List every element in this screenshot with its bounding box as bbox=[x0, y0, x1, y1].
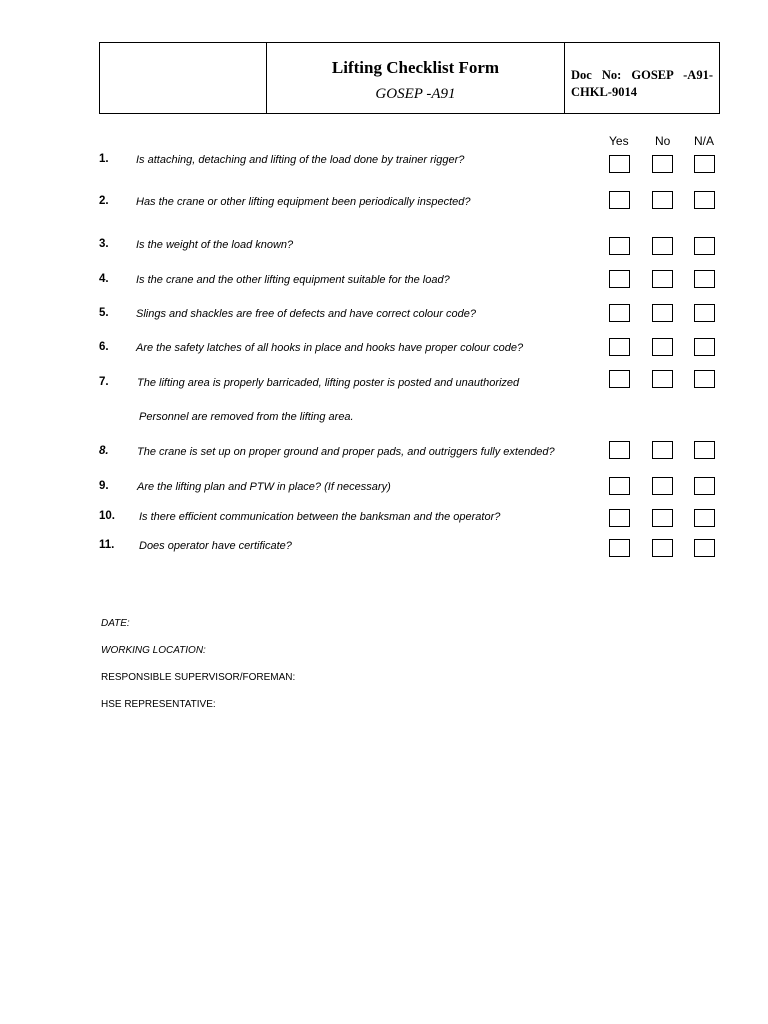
question-number: 4. bbox=[99, 273, 109, 285]
question-text-continuation: Personnel are removed from the lifting area. bbox=[139, 411, 354, 423]
working-location-label: WORKING LOCATION: bbox=[101, 645, 206, 656]
question-number: 8. bbox=[99, 445, 109, 457]
checkbox-yes[interactable] bbox=[609, 539, 630, 557]
checkbox-no[interactable] bbox=[652, 155, 673, 173]
question-text: Does operator have certificate? bbox=[139, 540, 292, 552]
question-number: 6. bbox=[99, 341, 109, 353]
column-header-yes: Yes bbox=[609, 134, 629, 148]
checkbox-no[interactable] bbox=[652, 304, 673, 322]
checkbox-yes[interactable] bbox=[609, 338, 630, 356]
hse-representative-label: HSE REPRESENTATIVE: bbox=[101, 699, 216, 710]
question-number: 2. bbox=[99, 195, 109, 207]
checkbox-na[interactable] bbox=[694, 477, 715, 495]
doc-number-line1: Doc No: GOSEP -A91- bbox=[571, 68, 713, 82]
checkbox-yes[interactable] bbox=[609, 191, 630, 209]
checkbox-na[interactable] bbox=[694, 155, 715, 173]
question-number: 1. bbox=[99, 153, 109, 165]
checkbox-yes[interactable] bbox=[609, 441, 630, 459]
question-number: 11. bbox=[99, 539, 115, 551]
question-number: 9. bbox=[99, 480, 109, 492]
question-text: Is the weight of the load known? bbox=[136, 239, 294, 251]
question-text: The crane is set up on proper ground and proper pads, and outriggers fully extended? bbox=[137, 446, 555, 458]
form-title: Lifting Checklist Form bbox=[331, 58, 500, 77]
checkbox-no[interactable] bbox=[652, 191, 673, 209]
question-text: Are the safety latches of all hooks in place and hooks have proper colour code? bbox=[136, 342, 524, 354]
question-text: Is attaching, detaching and lifting of the load done by trainer rigger? bbox=[136, 154, 465, 166]
logo-cell bbox=[100, 43, 267, 113]
question-text: Slings and shackles are free of defects and have correct colour code? bbox=[136, 308, 476, 320]
checkbox-na[interactable] bbox=[694, 237, 715, 255]
checkbox-no[interactable] bbox=[652, 270, 673, 288]
checkbox-no[interactable] bbox=[652, 477, 673, 495]
checkbox-na[interactable] bbox=[694, 338, 715, 356]
responsible-supervisor-label: RESPONSIBLE SUPERVISOR/FOREMAN: bbox=[101, 672, 296, 683]
column-header-na: N/A bbox=[694, 134, 715, 148]
checkbox-na[interactable] bbox=[694, 441, 715, 459]
checkbox-na[interactable] bbox=[694, 509, 715, 527]
doc-number-line2: CHKL-9014 bbox=[571, 85, 637, 99]
checkbox-no[interactable] bbox=[652, 370, 673, 388]
header-table bbox=[99, 42, 720, 114]
form-subtitle: GOSEP -A91 bbox=[375, 86, 456, 102]
question-number: 3. bbox=[99, 238, 109, 250]
question-number: 7. bbox=[99, 376, 109, 388]
checkbox-yes[interactable] bbox=[609, 237, 630, 255]
question-text: Is there efficient communication between the banksman and the operator? bbox=[139, 511, 501, 523]
checkbox-yes[interactable] bbox=[609, 304, 630, 322]
question-text: Has the crane or other lifting equipment been periodically inspected? bbox=[136, 196, 471, 208]
checkbox-no[interactable] bbox=[652, 237, 673, 255]
checkbox-no[interactable] bbox=[652, 539, 673, 557]
question-number: 5. bbox=[99, 307, 109, 319]
checkbox-no[interactable] bbox=[652, 509, 673, 527]
checkbox-na[interactable] bbox=[694, 270, 715, 288]
doc-number bbox=[571, 67, 713, 101]
checkbox-no[interactable] bbox=[652, 338, 673, 356]
checkbox-na[interactable] bbox=[694, 370, 715, 388]
checkbox-na[interactable] bbox=[694, 191, 715, 209]
checkbox-no[interactable] bbox=[652, 441, 673, 459]
date-label: DATE: bbox=[101, 618, 130, 629]
checkbox-yes[interactable] bbox=[609, 509, 630, 527]
doc-number-cell bbox=[565, 43, 719, 113]
question-text: The lifting area is properly barricaded, lifting poster is posted and unauthorized bbox=[137, 377, 520, 389]
question-text: Are the lifting plan and PTW in place? (If necessary) bbox=[137, 481, 391, 493]
checkbox-yes[interactable] bbox=[609, 370, 630, 388]
question-text: Is the crane and the other lifting equipment suitable for the load? bbox=[136, 274, 450, 286]
question-number: 10. bbox=[99, 510, 115, 522]
checkbox-yes[interactable] bbox=[609, 477, 630, 495]
checkbox-na[interactable] bbox=[694, 539, 715, 557]
checkbox-yes[interactable] bbox=[609, 270, 630, 288]
column-header-no: No bbox=[655, 134, 671, 148]
checkbox-yes[interactable] bbox=[609, 155, 630, 173]
title-cell bbox=[267, 43, 565, 113]
checkbox-na[interactable] bbox=[694, 304, 715, 322]
